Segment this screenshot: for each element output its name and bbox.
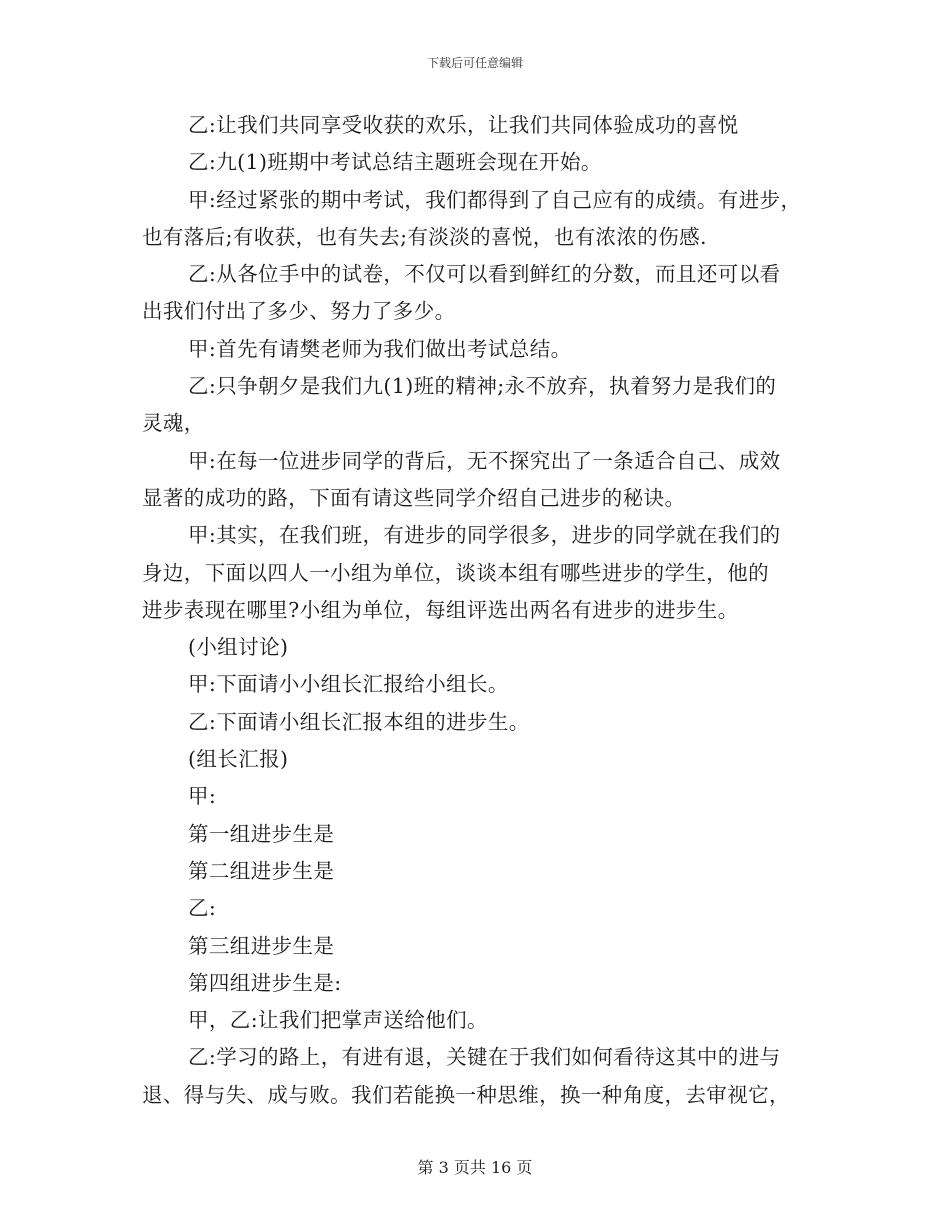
text-line: 退、得与失、成与败。我们若能换一种思维，换一种角度，去审视它，	[142, 1082, 790, 1107]
paragraph	[142, 816, 822, 853]
paragraph	[142, 368, 822, 443]
paragraph	[142, 107, 822, 144]
page-header: 下载后可任意编辑	[426, 56, 523, 70]
text-line: 乙:让我们共同享受收获的欢乐，让我们共同体验成功的喜悦	[188, 113, 739, 137]
paragraph	[142, 331, 822, 368]
paragraph	[142, 517, 822, 629]
text-line: 甲:在每一位进步同学的背后，无不探究出了一条适合自己、成效	[188, 448, 781, 473]
text-line: 出我们付出了多少、努力了多少。	[142, 299, 456, 324]
text-line: 甲:首先有请樊老师为我们做出考试总结。	[188, 336, 572, 361]
text-line: 甲:其实，在我们班，有进步的同学很多，进步的同学就在我们的	[188, 523, 781, 548]
paragraph	[142, 741, 822, 778]
text-line: 第三组进步生是	[188, 933, 335, 958]
text-line: 第一组进步生是	[188, 821, 335, 846]
paragraph	[142, 256, 822, 331]
paragraph	[142, 666, 822, 703]
paragraph	[142, 965, 822, 1002]
text-line: 显著的成功的路，下面有请这些同学介绍自己进步的秘诀。	[142, 485, 686, 510]
text-line: 进步表现在哪里?小组为单位，每组评选出两名有进步的进步生。	[142, 597, 739, 622]
text-line: 甲，乙:让我们把掌声送给他们。	[188, 1008, 488, 1033]
text-line: 甲:	[188, 784, 217, 809]
paragraph	[142, 629, 822, 666]
paragraph	[142, 928, 822, 965]
page-footer: 第 3 页共 16 页	[417, 1158, 533, 1177]
text-line: 灵魂，	[142, 411, 205, 436]
text-line: (组长汇报)	[188, 747, 289, 772]
paragraph	[142, 144, 822, 181]
text-line: 甲:经过紧张的期中考试，我们都得到了自己应有的成绩。有进步，	[188, 187, 802, 212]
text-line: (小组讨论)	[188, 635, 289, 660]
text-line: 身边，下面以四人一小组为单位，谈谈本组有哪些进步的学生，他的	[142, 560, 769, 585]
text-line: 第四组进步生是:	[188, 970, 342, 995]
text-line: 乙:下面请小组长汇报本组的进步生。	[188, 709, 530, 734]
text-line: 也有落后;有收获，也有失去;有淡淡的喜悦，也有浓浓的伤感.	[142, 224, 707, 249]
text-line: 乙:	[188, 896, 217, 921]
text-line: 乙:九(1)班期中考试总结主题班会现在开始。	[188, 150, 602, 175]
paragraph	[142, 704, 822, 741]
paragraph	[142, 182, 822, 257]
paragraph	[142, 853, 822, 890]
paragraph	[142, 1002, 822, 1039]
text-line: 乙:学习的路上，有进有退，关键在于我们如何看待这其中的进与	[188, 1045, 781, 1070]
paragraph	[142, 890, 822, 927]
document-body	[142, 107, 822, 1114]
text-line: 乙:只争朝夕是我们九(1)班的精神;永不放弃，执着努力是我们的	[188, 374, 777, 399]
text-line: 甲:下面请小小组长汇报给小组长。	[188, 672, 509, 697]
text-line: 第二组进步生是	[188, 858, 335, 883]
paragraph	[142, 778, 822, 815]
text-line: 乙:从各位手中的试卷，不仅可以看到鲜红的分数，而且还可以看	[188, 262, 781, 287]
paragraph	[142, 443, 822, 518]
paragraph	[142, 1039, 822, 1114]
